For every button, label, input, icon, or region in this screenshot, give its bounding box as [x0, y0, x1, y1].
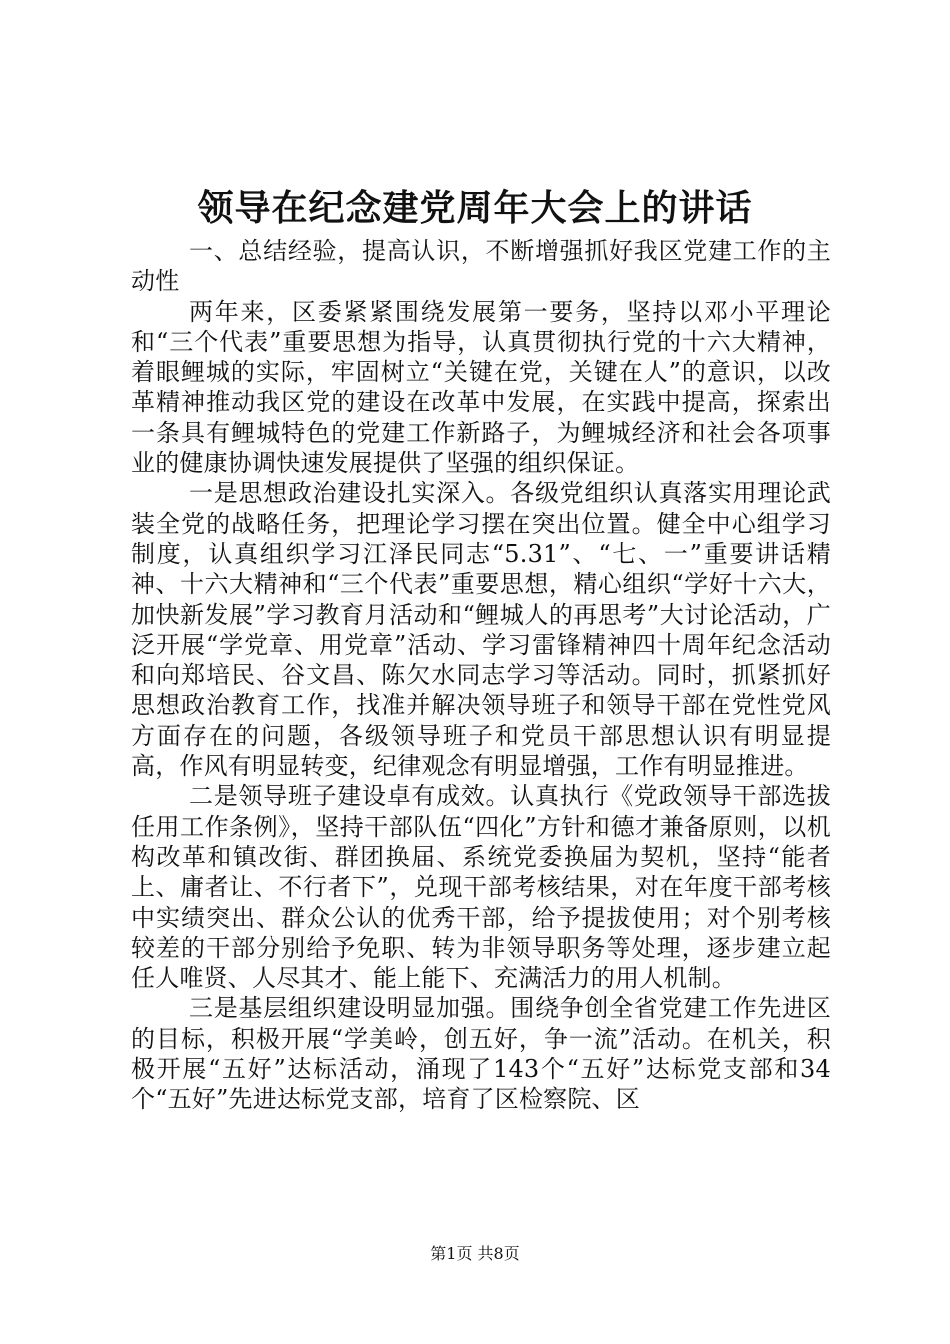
paragraph: 一是思想政治建设扎实深入。各级党组织认真落实用理论武装全党的战略任务，把理论学习摆在突出位置。健全中心组学习制度，认真组织学习江泽民同志“5.31”、“七、一”重要讲话精神、十六大精神和“三个代表”重要思想，精心组织“学好十六大，加快新发展”学习教育月活动和“鲤城人的再思考”大讨论活动，广泛开展“学党章、用党章”活动、学习雷锋精神四十周年纪念活动和向郑培民、谷文昌、陈欠水同志学习等活动。同时，抓紧抓好思想政治教育工作，找准并解决领导班子和领导干部在党性党风方面存在的问题，各级领导班子和党员干部思想认识有明显提高，作风有明显转变，纪律观念有明显增强，工作有明显推进。 — [131, 479, 831, 781]
page-footer: 第1页 共8页 — [430, 1244, 520, 1263]
paragraph: 三是基层组织建设明显加强。围绕争创全省党建工作先进区的目标，积极开展“学美岭，创五好，争一流”活动。在机关，积极开展“五好”达标活动，涌现了143个“五好”达标党支部和34个“五好”先进达标党支部，培育了区检察院、区 — [131, 994, 831, 1114]
paragraph: 两年来，区委紧紧围绕发展第一要务，坚持以邓小平理论和“三个代表”重要思想为指导，认真贯彻执行党的十六大精神，着眼鲤城的实际，牢固树立“关键在党，关键在人”的意识，以改革精神推动我区党的建设在改革中发展，在实践中提高，探索出一条具有鲤城特色的党建工作新路子，为鲤城经济和社会各项事业的健康协调快速发展提供了坚强的组织保证。 — [131, 297, 831, 478]
document-body — [131, 236, 831, 1115]
paragraph: 二是领导班子建设卓有成效。认真执行《党政领导干部选拔任用工作条例》，坚持干部队伍“四化”方针和德才兼备原则，以机构改革和镇改街、群团换届、系统党委换届为契机，坚持“能者上、庸者让、不行者下”，兑现干部考核结果，对在年度干部考核中实绩突出、群众公认的优秀干部，给予提拔使用；对个别考核较差的干部分别给予免职、转为非领导职务等处理，逐步建立起任人唯贤、人尽其才、能上能下、充满活力的用人机制。 — [131, 782, 831, 993]
section-heading: 一、总结经验，提高认识，不断增强抓好我区党建工作的主动性 — [131, 237, 831, 296]
document-title: 领导在纪念建党周年大会上的讲话 — [197, 187, 753, 229]
